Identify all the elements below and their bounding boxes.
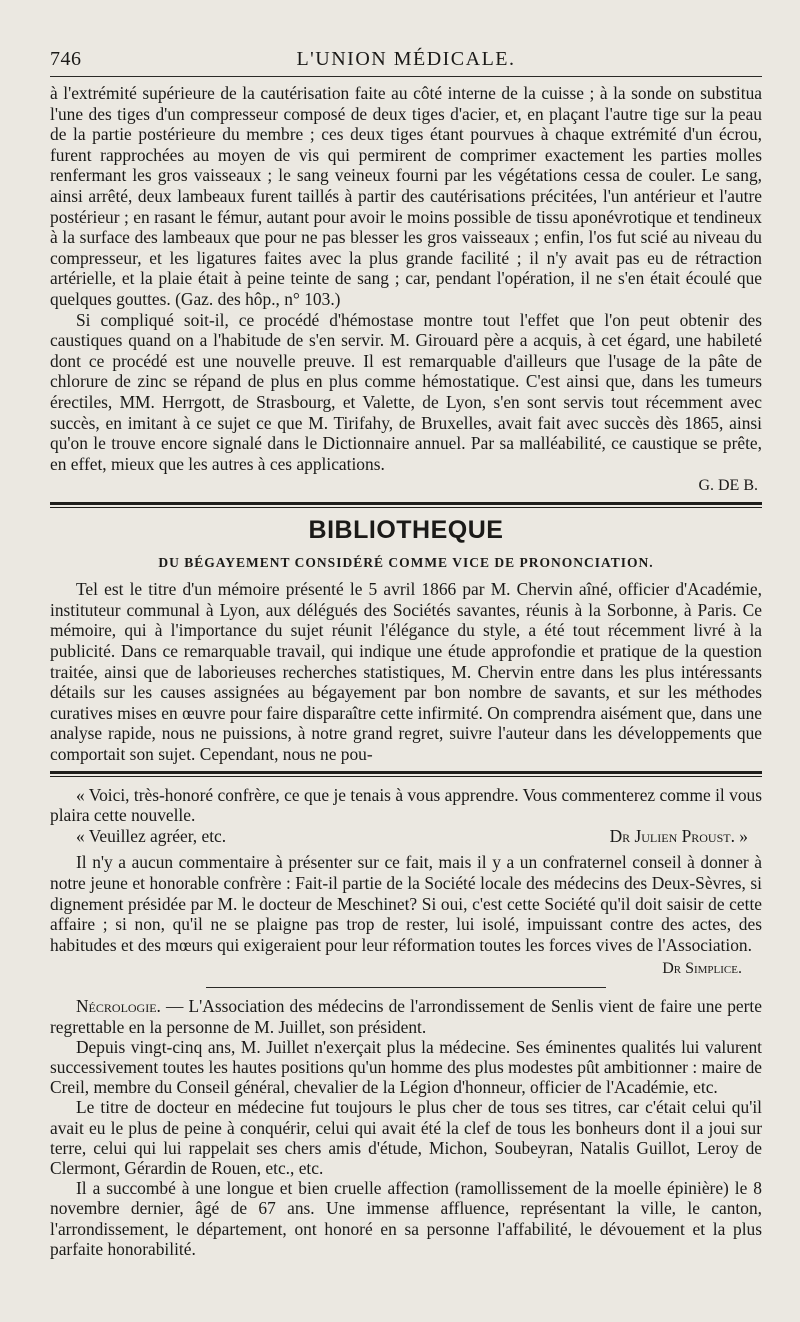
reply-block: [50, 852, 762, 979]
necrology-label: Nécrologie.: [76, 996, 161, 1017]
section-divider: [50, 502, 762, 508]
letter-closing-signature: Dr Julien Proust. »: [609, 825, 748, 846]
necrology-paragraph: Il a succombé à une longue et bien cruelle affection (ramollissement de la moelle épinière) le 8 novembre dernier, âgé de 67 ans. Une immense affluence, représentant la ville, le canton, l'arrondissement, le département, ont honoré en sa personne l'affabilité, le dévouement et la plus parfaite honorabilité.: [50, 1178, 762, 1259]
running-head: [50, 40, 762, 77]
bibliography-paragraph: Tel est le titre d'un mémoire présenté le 5 avril 1866 par M. Chervin aîné, officier d'Académie, instituteur communal à Lyon, aux délégués des Sociétés savantes, réunis à la Sorbonne, à Paris. Ce mémoire, qui à l'importance du sujet réunit l'élégance du style, a été tout récemment livré à la publicité. Dans ce remarquable travail, qui indique une étude approfondie et pratique de la question traitée, ainsi que de laborieuses recherches statistiques, M. Chervin entre dans les plus intéressants détails sur les causes assignées au bégayement par bon nombre de savants, et sur les méthodes curatives mises en œuvre pour faire disparaître cette infirmité. On comprendra aisément que, dans une analyse rapide, nous ne puissions, à notre grand regret, suivre l'auteur dans les développements que comportait son sujet. Cependant, nous ne pou-: [50, 579, 762, 765]
section-divider: [50, 771, 762, 777]
letter-closing: [50, 826, 762, 847]
letter-closing-text: « Veuillez agréer, etc.: [76, 825, 227, 846]
reply-paragraph: Il n'y a aucun commentaire à présenter sur ce fait, mais il y a un confraternel conseil à donner à notre jeune et honorable confrère : Fait-il partie de la Société locale des médecins des Deux-Sèvres, si dignement présidée par M. le docteur de Meschinet? Si oui, c'est cette Société qu'il doit saisir de cette affaire ; si non, qu'il ne se plaigne pas trop de rester, lui isolé, impuissant contre des actes, des habitudes et des mœurs qui exigeraient pour leur réformation toutes les forces vives de l'Association.: [50, 852, 762, 955]
article-paragraph: Si compliqué soit-il, ce procédé d'hémostase montre tout l'effet que l'on peut obtenir des caustiques quand on a l'habitude de s'en servir. M. Girouard père a acquis, à cet égard, une habileté dont ce procédé est une nouvelle preuve. Il est remarquable d'ailleurs que l'usage de la pâte de chlorure de zinc se répand de plus en plus comme hémostatique. C'est ainsi que, dans les tumeurs érectiles, MM. Herrgott, de Strasbourg, et Valette, de Lyon, s'en sont servis tout récemment avec succès, en imitant à ce sujet ce que M. Tirifahy, de Bruxelles, avait fait avec succès dès 1865, ainsi qu'on le trouve encore signalé dans le Dictionnaire annuel. Par sa malléabilité, ce caustique se prête, en effet, mieux que les autres à ces applications.: [50, 309, 762, 474]
page-number: 746: [50, 48, 82, 70]
necrology-paragraph: [50, 996, 762, 1036]
short-divider: [206, 987, 606, 988]
letter-block: [50, 785, 762, 847]
necrology-block: [50, 996, 762, 1259]
letter-paragraph: « Voici, très-honoré confrère, ce que je tenais à vous apprendre. Vous commenterez comme il vous plaira cette nouvelle.: [50, 784, 762, 826]
necrology-intro: — L'Association des médecins de l'arrondissement de Senlis vient de faire une perte regrettable en la personne de M. Juillet, son président.: [50, 996, 762, 1037]
article-paragraph: à l'extrémité supérieure de la cautérisation faite au côté interne de la cuisse ; à la sonde on substitua l'une des tiges d'un compresseur composé de deux tiges d'acier, et, en plaçant l'autre tige sur la peau de la partie postérieure du membre ; ces deux tiges étant pourvues à chaque extrémité d'un écrou, furent rapprochées au moyen de vis qui permirent de comprimer exactement les parties molles renfermant les gros vaisseaux ; le sang veineux fourni par les végétations cessa de couler. Le sang, ainsi arrêté, deux lambeaux furent taillés à partir des cautérisations précitées, l'un antérieur et l'autre postérieur ; en rasant le fémur, autant pour avoir le moins possible de tissu aponévrotique et tendineux à la surface des lambeaux que pour ne pas blesser les gros vaisseaux ; enfin, l'os fut scié au niveau du compresseur, et les ligatures faites avec la plus grande facilité ; il n'y avait pas eu de rétraction artérielle, et la plaie était à peine teinte de sang ; car, pendant l'opération, il ne s'en était écoulé que quelques gouttes. (Gaz. des hôp., n° 103.): [50, 83, 762, 309]
journal-title: L'UNION MÉDICALE.: [296, 48, 516, 70]
reply-signature: Dr Simplice.: [662, 960, 742, 978]
necrology-paragraph: Depuis vingt-cinq ans, M. Juillet n'exerçait plus la médecine. Ses éminentes qualités lui valurent successivement toutes les hautes positions qu'un homme des plus modestes pût ambitionner : maire de Creil, membre du Conseil général, chevalier de la Légion d'honneur, officier de l'Académie, etc.: [50, 1036, 762, 1098]
article-signature: G. DE B.: [698, 477, 758, 495]
section-heading: BIBLIOTHEQUE: [308, 516, 504, 545]
bibliography-title: DU BÉGAYEMENT CONSIDÉRÉ COMME VICE DE PRONONCIATION.: [158, 555, 654, 571]
necrology-paragraph: Le titre de docteur en médecine fut toujours le plus cher de tous ses titres, car c'était celui qu'il avait eu le plus de peine à conquérir, celui qui avait été la clef de tous les bonheurs dont il a joui sur terre, celui qui lui rappelait ses chers amis d'étude, Michon, Soubeyran, Natalis Guillot, Leroy de Clermont, Gérardin de Rouen, etc., etc.: [50, 1097, 762, 1178]
article-continuation: [50, 83, 762, 496]
